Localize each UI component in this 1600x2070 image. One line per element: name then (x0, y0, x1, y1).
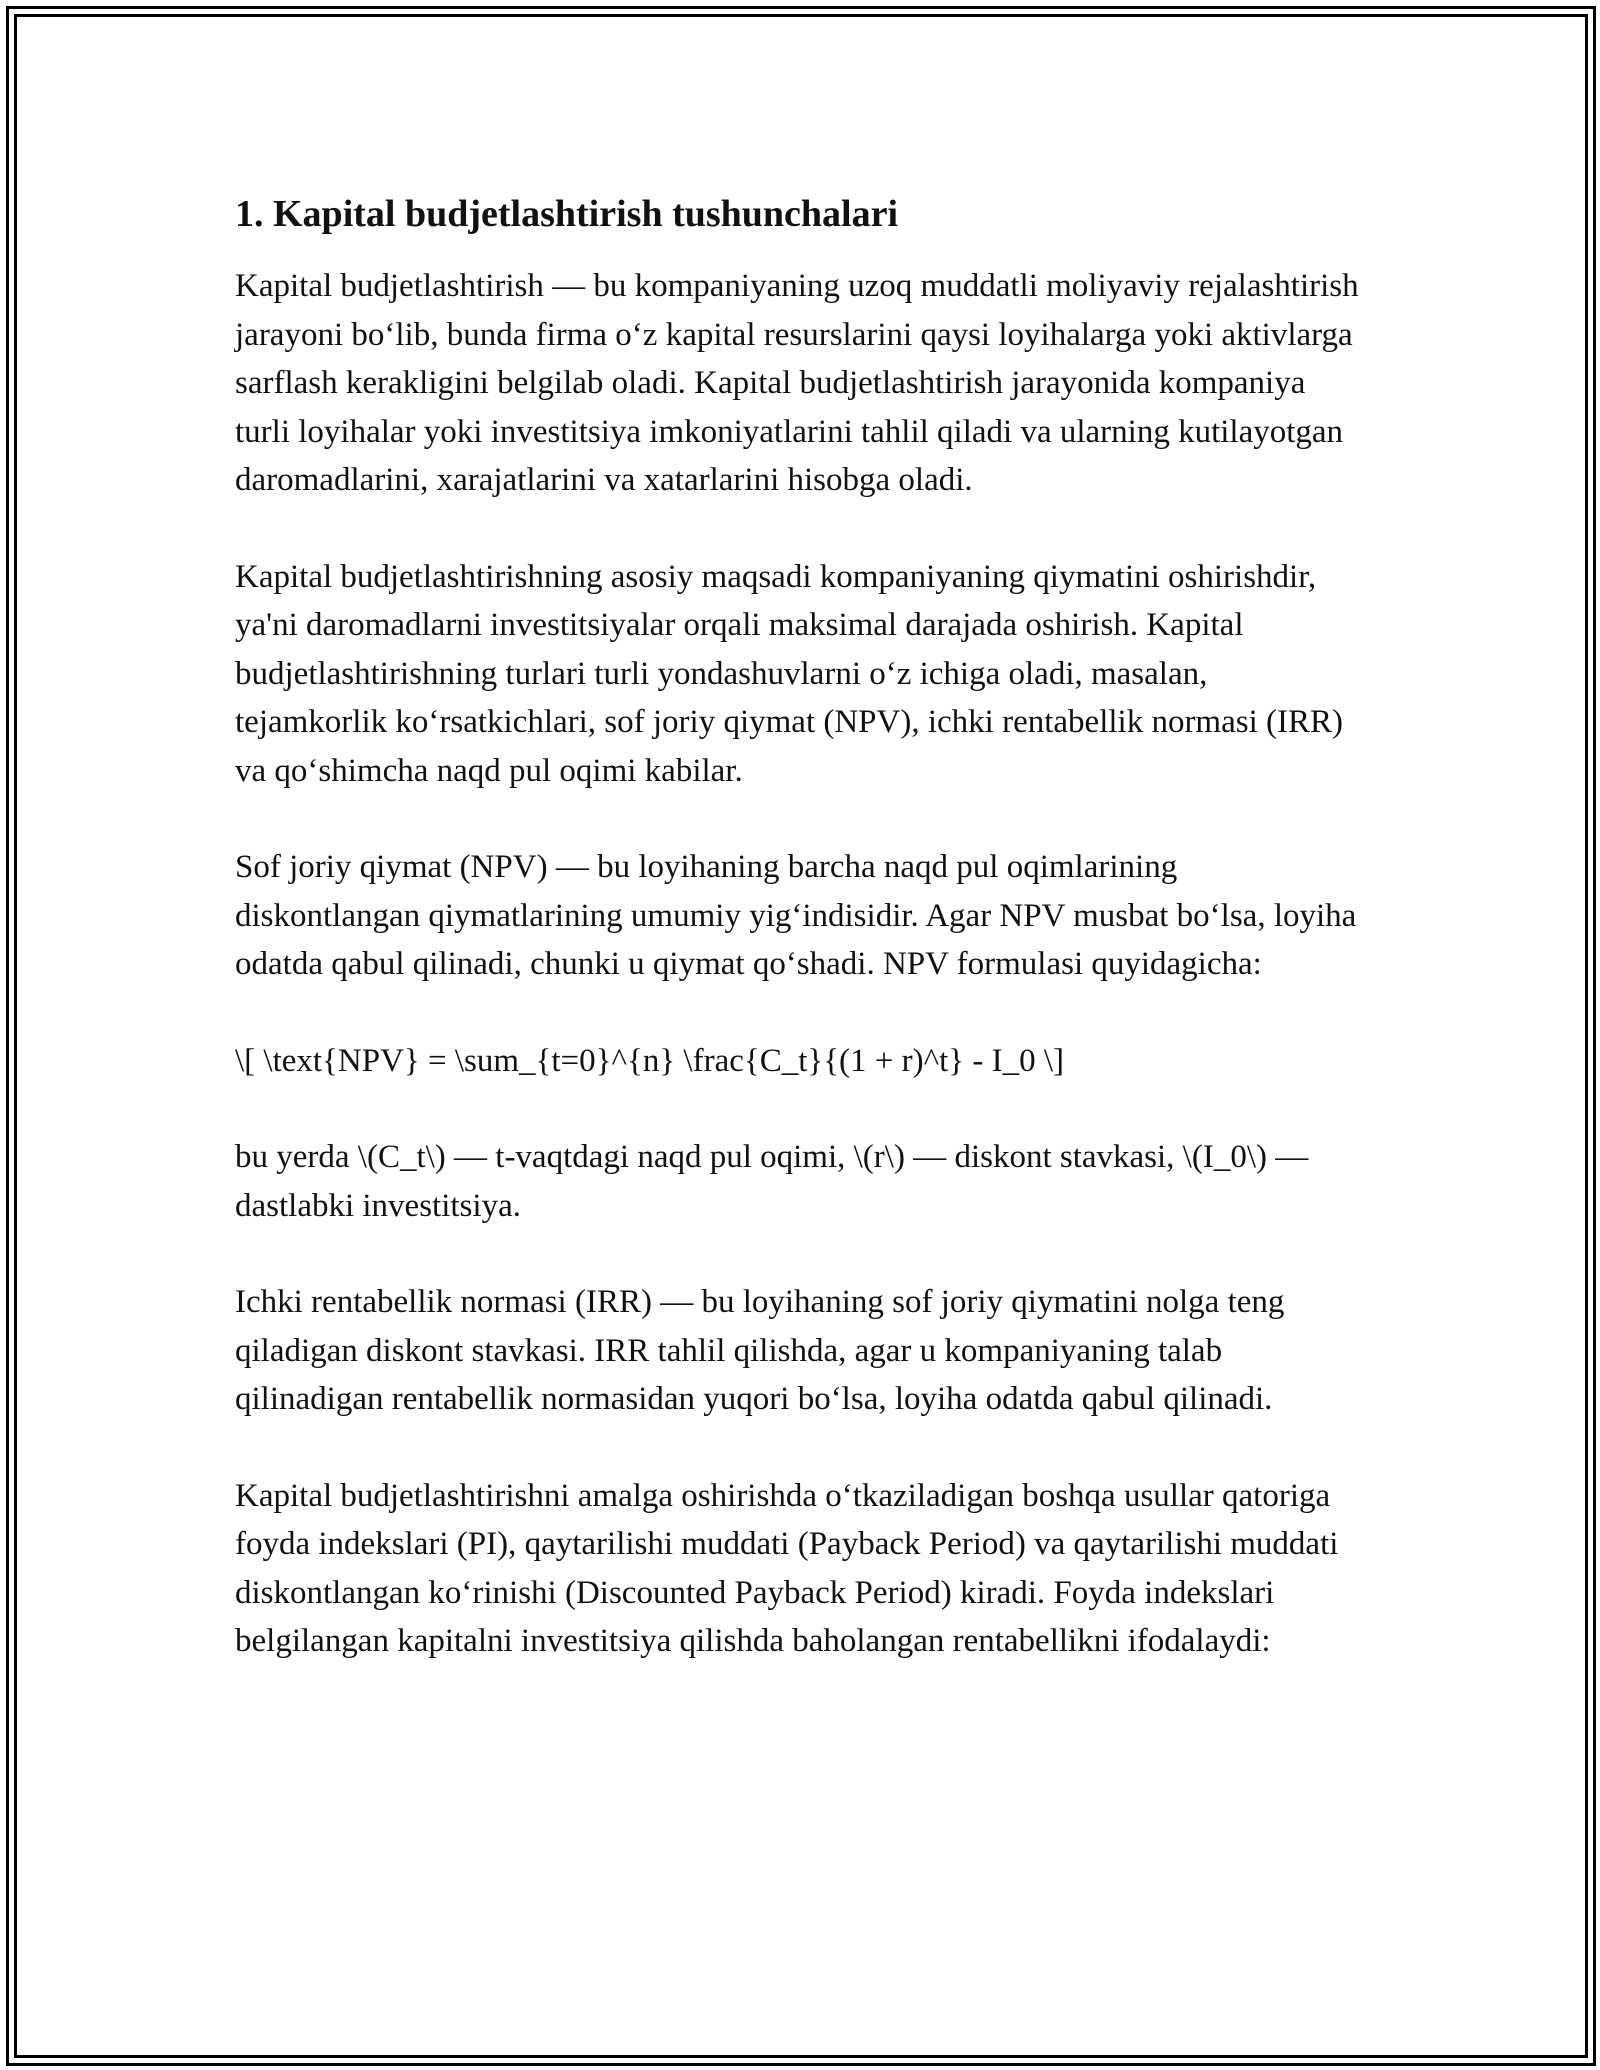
section-heading: 1. Kapital budjetlashtirish tushunchalari (235, 193, 899, 235)
paragraph-irr: Ichki rentabellik normasi (IRR) — bu loyihaning sof joriy qiymatini nolga teng qiladigan diskont stavkasi. IRR tahlil qilishda, agar u kompaniyaning talab qilinadigan rentabellik normasidan yuqori bo‘lsa, loyiha odatda qabul qilinadi. (235, 1284, 1285, 1417)
paragraph-npv: Sof joriy qiymat (NPV) — bu loyihaning barcha naqd pul oqimlarining diskontlangan qiymatlarining umumiy yig‘indisidir. Agar NPV musbat bo‘lsa, loyiha odatda qabul qilinadi, chunki u qiymat qo‘shadi. NPV formulasi quyidagicha: (235, 849, 1357, 982)
paragraph-definition: Kapital budjetlashtirish — bu kompaniyaning uzoq muddatli moliyaviy rejalashtirish jarayoni bo‘lib, bunda firma o‘z kapital resurslarini qaysi loyihalarga yoki aktivlarga sarflash kerakligini belgilab oladi. Kapital budjetlashtirish jarayonida kompaniya turli loyihalar yoki investitsiya imkoniyatlarini tahlil qiladi va ularning kutilayotgan daromadlarini, xarajatlarini va xatarlarini hisobga oladi. (235, 268, 1359, 498)
paragraph-formula-legend: bu yerda \(C_t\) — t-vaqtdagi naqd pul oqimi, \(r\) — diskont stavkasi, \(I_0\) — dastlabki investitsiya. (235, 1139, 1309, 1224)
document-body (235, 186, 1365, 1666)
paragraph-other-methods: Kapital budjetlashtirishni amalga oshirishda o‘tkaziladigan boshqa usullar qatoriga foyda indekslari (PI), qaytarilishi muddati (Payback Period) va qaytarilishi muddati diskontlangan ko‘rinishi (Discounted Payback Period) kiradi. Foyda indekslari belgilangan kapitalni investitsiya qilishda baholangan rentabellikni ifodalaydi: (235, 1477, 1339, 1659)
npv-formula: \[ \text{NPV} = \sum_{t=0}^{n} \frac{C_t}{(1 + r)^t} - I_0 \] (235, 1042, 1065, 1079)
paragraph-goal: Kapital budjetlashtirishning asosiy maqsadi kompaniyaning qiymatini oshirishdir, ya'ni daromadlarni investitsiyalar orqali maksimal darajada oshirish. Kapital budjetlashtirishning turlari turli yondashuvlarni o‘z ichiga oladi, masalan, tejamkorlik ko‘rsatkichlari, sof joriy qiymat (NPV), ichki rentabellik normasi (IRR) va qo‘shimcha naqd pul oqimi kabilar. (235, 558, 1343, 789)
